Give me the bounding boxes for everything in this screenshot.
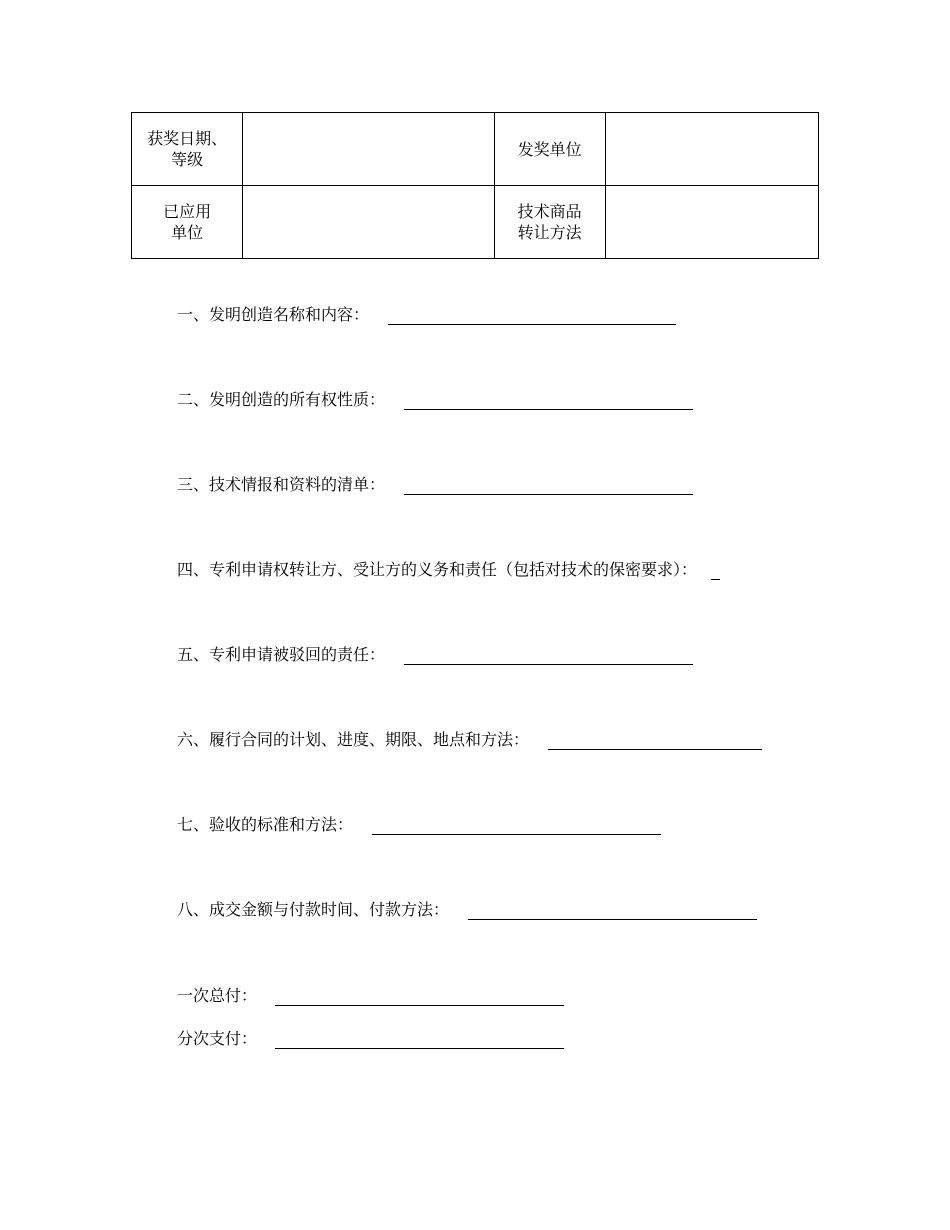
payment-installments xyxy=(177,1026,564,1052)
clause-3-blank[interactable] xyxy=(404,475,693,495)
award-info-table xyxy=(131,112,819,259)
clause-4-blank[interactable] xyxy=(711,560,720,580)
clause-6-blank[interactable] xyxy=(548,730,762,750)
payment-lump-sum-label: 一次总付： xyxy=(177,986,258,1005)
award-issuer-value-cell[interactable] xyxy=(605,113,818,186)
clause-2-blank[interactable] xyxy=(404,390,693,410)
clause-4 xyxy=(177,557,720,583)
award-issuer-label-cell xyxy=(494,113,605,186)
clause-7-label: 七、验收的标准和方法： xyxy=(177,815,354,834)
clause-5 xyxy=(177,642,693,668)
clause-3-label: 三、技术情报和资料的清单： xyxy=(177,475,386,494)
clause-7-blank[interactable] xyxy=(372,815,661,835)
transfer-method-label-cell xyxy=(494,186,605,259)
clause-6-label: 六、履行合同的计划、进度、期限、地点和方法： xyxy=(177,730,530,749)
table-row xyxy=(132,186,819,259)
award-date-value-cell[interactable] xyxy=(243,113,494,186)
clause-6 xyxy=(177,727,762,753)
applied-unit-label: 已应用 单位 xyxy=(163,202,212,242)
clause-8 xyxy=(177,897,757,923)
applied-unit-label-cell xyxy=(132,186,243,259)
award-date-label: 获奖日期、 等级 xyxy=(147,129,228,169)
clause-4-label: 四、专利申请权转让方、受让方的义务和责任（包括对技术的保密要求）： xyxy=(177,560,698,579)
award-issuer-label: 发奖单位 xyxy=(517,139,582,159)
payment-installments-blank[interactable] xyxy=(275,1029,564,1049)
clause-1-blank[interactable] xyxy=(388,305,676,325)
clause-3 xyxy=(177,472,693,498)
payment-lump-sum-blank[interactable] xyxy=(275,986,564,1006)
payment-lump-sum xyxy=(177,983,564,1009)
clause-8-blank[interactable] xyxy=(468,900,757,920)
clause-8-label: 八、成交金额与付款时间、付款方法： xyxy=(177,900,450,919)
clause-1 xyxy=(177,302,676,328)
clause-5-label: 五、专利申请被驳回的责任： xyxy=(177,645,386,664)
transfer-method-label: 技术商品 转让方法 xyxy=(517,202,582,242)
transfer-method-value-cell[interactable] xyxy=(605,186,818,259)
table-row xyxy=(132,113,819,186)
award-date-label-cell xyxy=(132,113,243,186)
clause-2 xyxy=(177,387,693,413)
clause-5-blank[interactable] xyxy=(404,645,693,665)
clause-2-label: 二、发明创造的所有权性质： xyxy=(177,390,386,409)
payment-installments-label: 分次支付： xyxy=(177,1029,258,1048)
clause-7 xyxy=(177,812,661,838)
clause-1-label: 一、发明创造名称和内容： xyxy=(177,305,370,324)
applied-unit-value-cell[interactable] xyxy=(243,186,494,259)
